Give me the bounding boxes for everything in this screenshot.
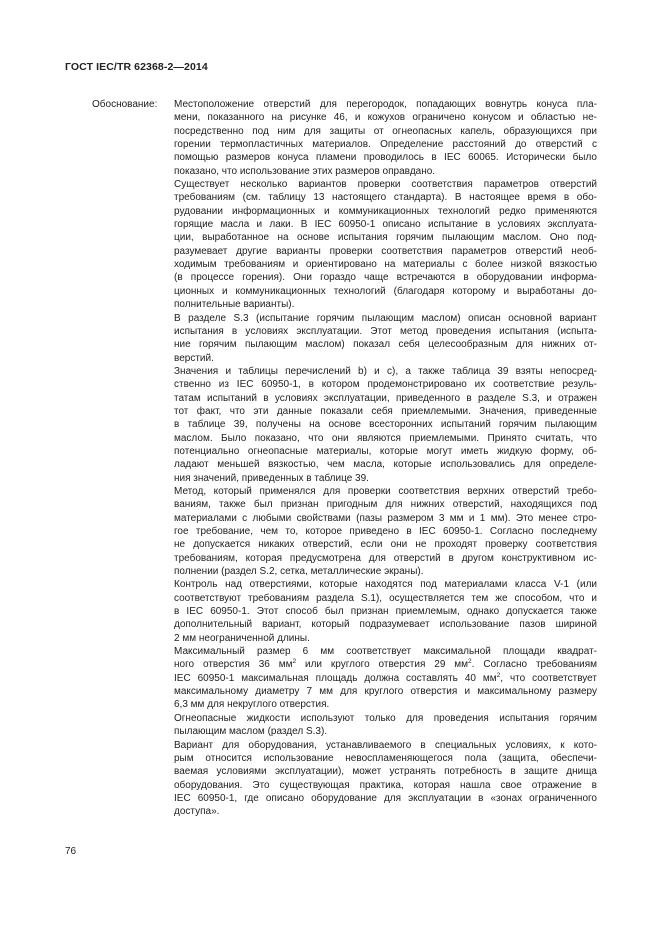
paragraph — [174, 312, 597, 365]
text-line: требованиям, которая предусмотрена для отверстий в другом конструктивном ис- — [174, 552, 597, 564]
text-line: помощью размеров конуса пламени проводилось в IEC 60065. Исторически было — [174, 152, 597, 164]
text-line: Существует несколько вариантов проверки соответствия параметров отверстий — [174, 179, 597, 191]
text-line: Огнеопасные жидкости используют только для проведения испытания горячим — [174, 712, 597, 724]
text-line: дополнительный вариант, который подразумевает использование пазов шириной — [174, 619, 597, 631]
text-line: рым относится использование невоспламеняющегося пола (защита, обеспечи- — [174, 752, 597, 764]
text-line: посредственно под ним для защиты от огнеопасных капель, образующихся при — [174, 125, 597, 137]
text-line: в таблице 39, получены на основе всесторонних испытаний горячим пылающим — [174, 419, 597, 431]
text-line: требованиям (см. таблицу 13 настоящего стандарта). В настоящее время в обо- — [174, 192, 597, 204]
text-line: Контроль над отверстиями, которые находятся под материалами класса V-1 (или — [174, 579, 597, 591]
text-line: мени, показанного на рисунке 46, и кожухов ограничено конусом и областью не- — [174, 112, 597, 124]
text-line: Значения и таблицы перечислений b) и c), а также таблица 39 взяты непосред- — [174, 365, 597, 377]
text-line: полнении (раздел S.2, сетка, металлические экраны). — [174, 566, 424, 578]
text-line: IEC 60950-1 максимальная площадь должна составлять 40 $мм^2$, что соответствует — [174, 671, 597, 684]
rationale-label: Обоснование: — [92, 99, 158, 110]
text-line: Метод, который применялся для проверки соответствия верхних отверстий требо- — [174, 485, 597, 497]
paragraph — [174, 712, 597, 739]
paragraph — [174, 578, 597, 645]
text-line: Максимальный размер 6 мм соответствует максимальной площади квадрат- — [174, 646, 597, 658]
text-line: ционных и коммуникационных технологий (благодаря которому и выработаны до- — [174, 285, 597, 297]
text-line: горении термопластичных материалов. Определение расстояний до отверстий с — [174, 139, 597, 151]
text-line: IEC 60950-1, где описано оборудование для эксплуатации в «зонах ограниченного — [174, 792, 597, 804]
text-line: татам испытаний в условиях эксплуатации, приведенного в разделе S.3, и отражен — [174, 392, 597, 404]
text-line: (в процессе горения). Они гораздо чаще встречаются в оборудовании информа- — [174, 272, 597, 284]
page-number: 76 — [65, 846, 77, 857]
text-line: показано, что использование этих размеров оправдано. — [174, 165, 436, 177]
paragraph — [174, 365, 597, 485]
text-line: тот факт, что эти данные показали себя приемлемыми. Значения, приведенные — [174, 405, 597, 417]
text-line: ваниям, также был признан пригодным для нижних отверстий, находящихся под — [174, 499, 597, 511]
paragraph — [174, 645, 597, 712]
text-line: Местоположение отверстий для перегородок, попадающих вовнутрь конуса пла- — [174, 99, 597, 110]
text-line: Вариант для оборудования, устанавливаемого в специальных условиях, к кото- — [174, 739, 597, 751]
text-line: ладают меньшей вязкостью, чем масла, которые использовались для определе- — [174, 459, 597, 471]
text-line: горящие масла и лаки. В IEC 60950-1 описано испытание в условиях эксплуата- — [174, 219, 597, 231]
text-line: рудовании информационных и коммуникационных технологий редко применяются — [174, 205, 597, 217]
text-line: ного отверстия 36 $мм^2$ или круглого отверстия 29 $мм^2$. Согласно требованиям — [174, 658, 597, 671]
text-line: разумевает другие варианты проверки соответствия параметров отверстий необ- — [174, 245, 597, 257]
text-line: маслом. Было показано, что они являются приемлемыми. Принято считать, что — [174, 432, 597, 444]
text-line: материалами с любыми свойствами (пазы размером 3 мм и 1 мм). Это менее стро- — [174, 512, 597, 524]
paragraph — [174, 485, 597, 578]
text-line: испытания в условиях эксплуатации. Этот метод проведения испытания (испыта- — [174, 325, 597, 337]
text-line: ственно из IEC 60950-1, в котором продемонстрировано их соответствие резуль- — [174, 379, 597, 391]
text-line: ваемая условиями эксплуатации), может устранять потребность в защите днища — [174, 766, 597, 778]
text-line: оборудования. Это существующая практика, которая нашла свое отражение в — [174, 779, 597, 791]
text-line: ции, выработанное на основе испытания горячим пылающим маслом. Оно под- — [174, 232, 597, 244]
document-header: ГОСТ IEC/TR 62368-2—2014 — [65, 61, 208, 73]
text-line: ние горячим пылающим маслом) показал себя целесообразным для нижних от- — [174, 339, 597, 351]
text-line: в IEC 60950-1. Этот способ был признан приемлемым, однако допускается также — [174, 606, 597, 618]
text-line: ния значений, приведенных в таблице 39. — [174, 472, 369, 484]
paragraph — [174, 739, 597, 819]
rationale-body — [174, 98, 597, 819]
text-line: максимальному диаметру 7 мм для круглого отверстия и максимальному размеру — [174, 686, 597, 698]
text-line: соответствуют требованиям раздела S.1), осуществляется тем же способом, что и — [174, 592, 597, 604]
text-line: потенциально огнеопасные материалы, которые могут иметь жидкую форму, об- — [174, 445, 597, 457]
text-line: пылающим маслом (раздел S.3). — [174, 726, 328, 738]
text-line: не допускается никаких отверстий, если они не проходят проверку соответствия — [174, 539, 597, 551]
text-line: В разделе S.3 (испытание горячим пылающим маслом) описан основной вариант — [174, 312, 597, 324]
text-line: доступа». — [174, 806, 220, 818]
text-line: полнительные варианты). — [174, 299, 295, 311]
text-line: 2 мм неограниченной длины. — [174, 632, 310, 644]
text-line: верстий. — [174, 352, 214, 364]
paragraph — [174, 178, 597, 311]
paragraph — [174, 98, 597, 178]
text-line: 6,3 мм для некруглого отверстия. — [174, 699, 330, 711]
text-line: ходимым требованиям и ориентировано на материалы с более низкой вязкостью — [174, 259, 597, 271]
text-line: гое требование, чем то, которое приведено в IEC 60950-1. Согласно последнему — [174, 526, 597, 537]
